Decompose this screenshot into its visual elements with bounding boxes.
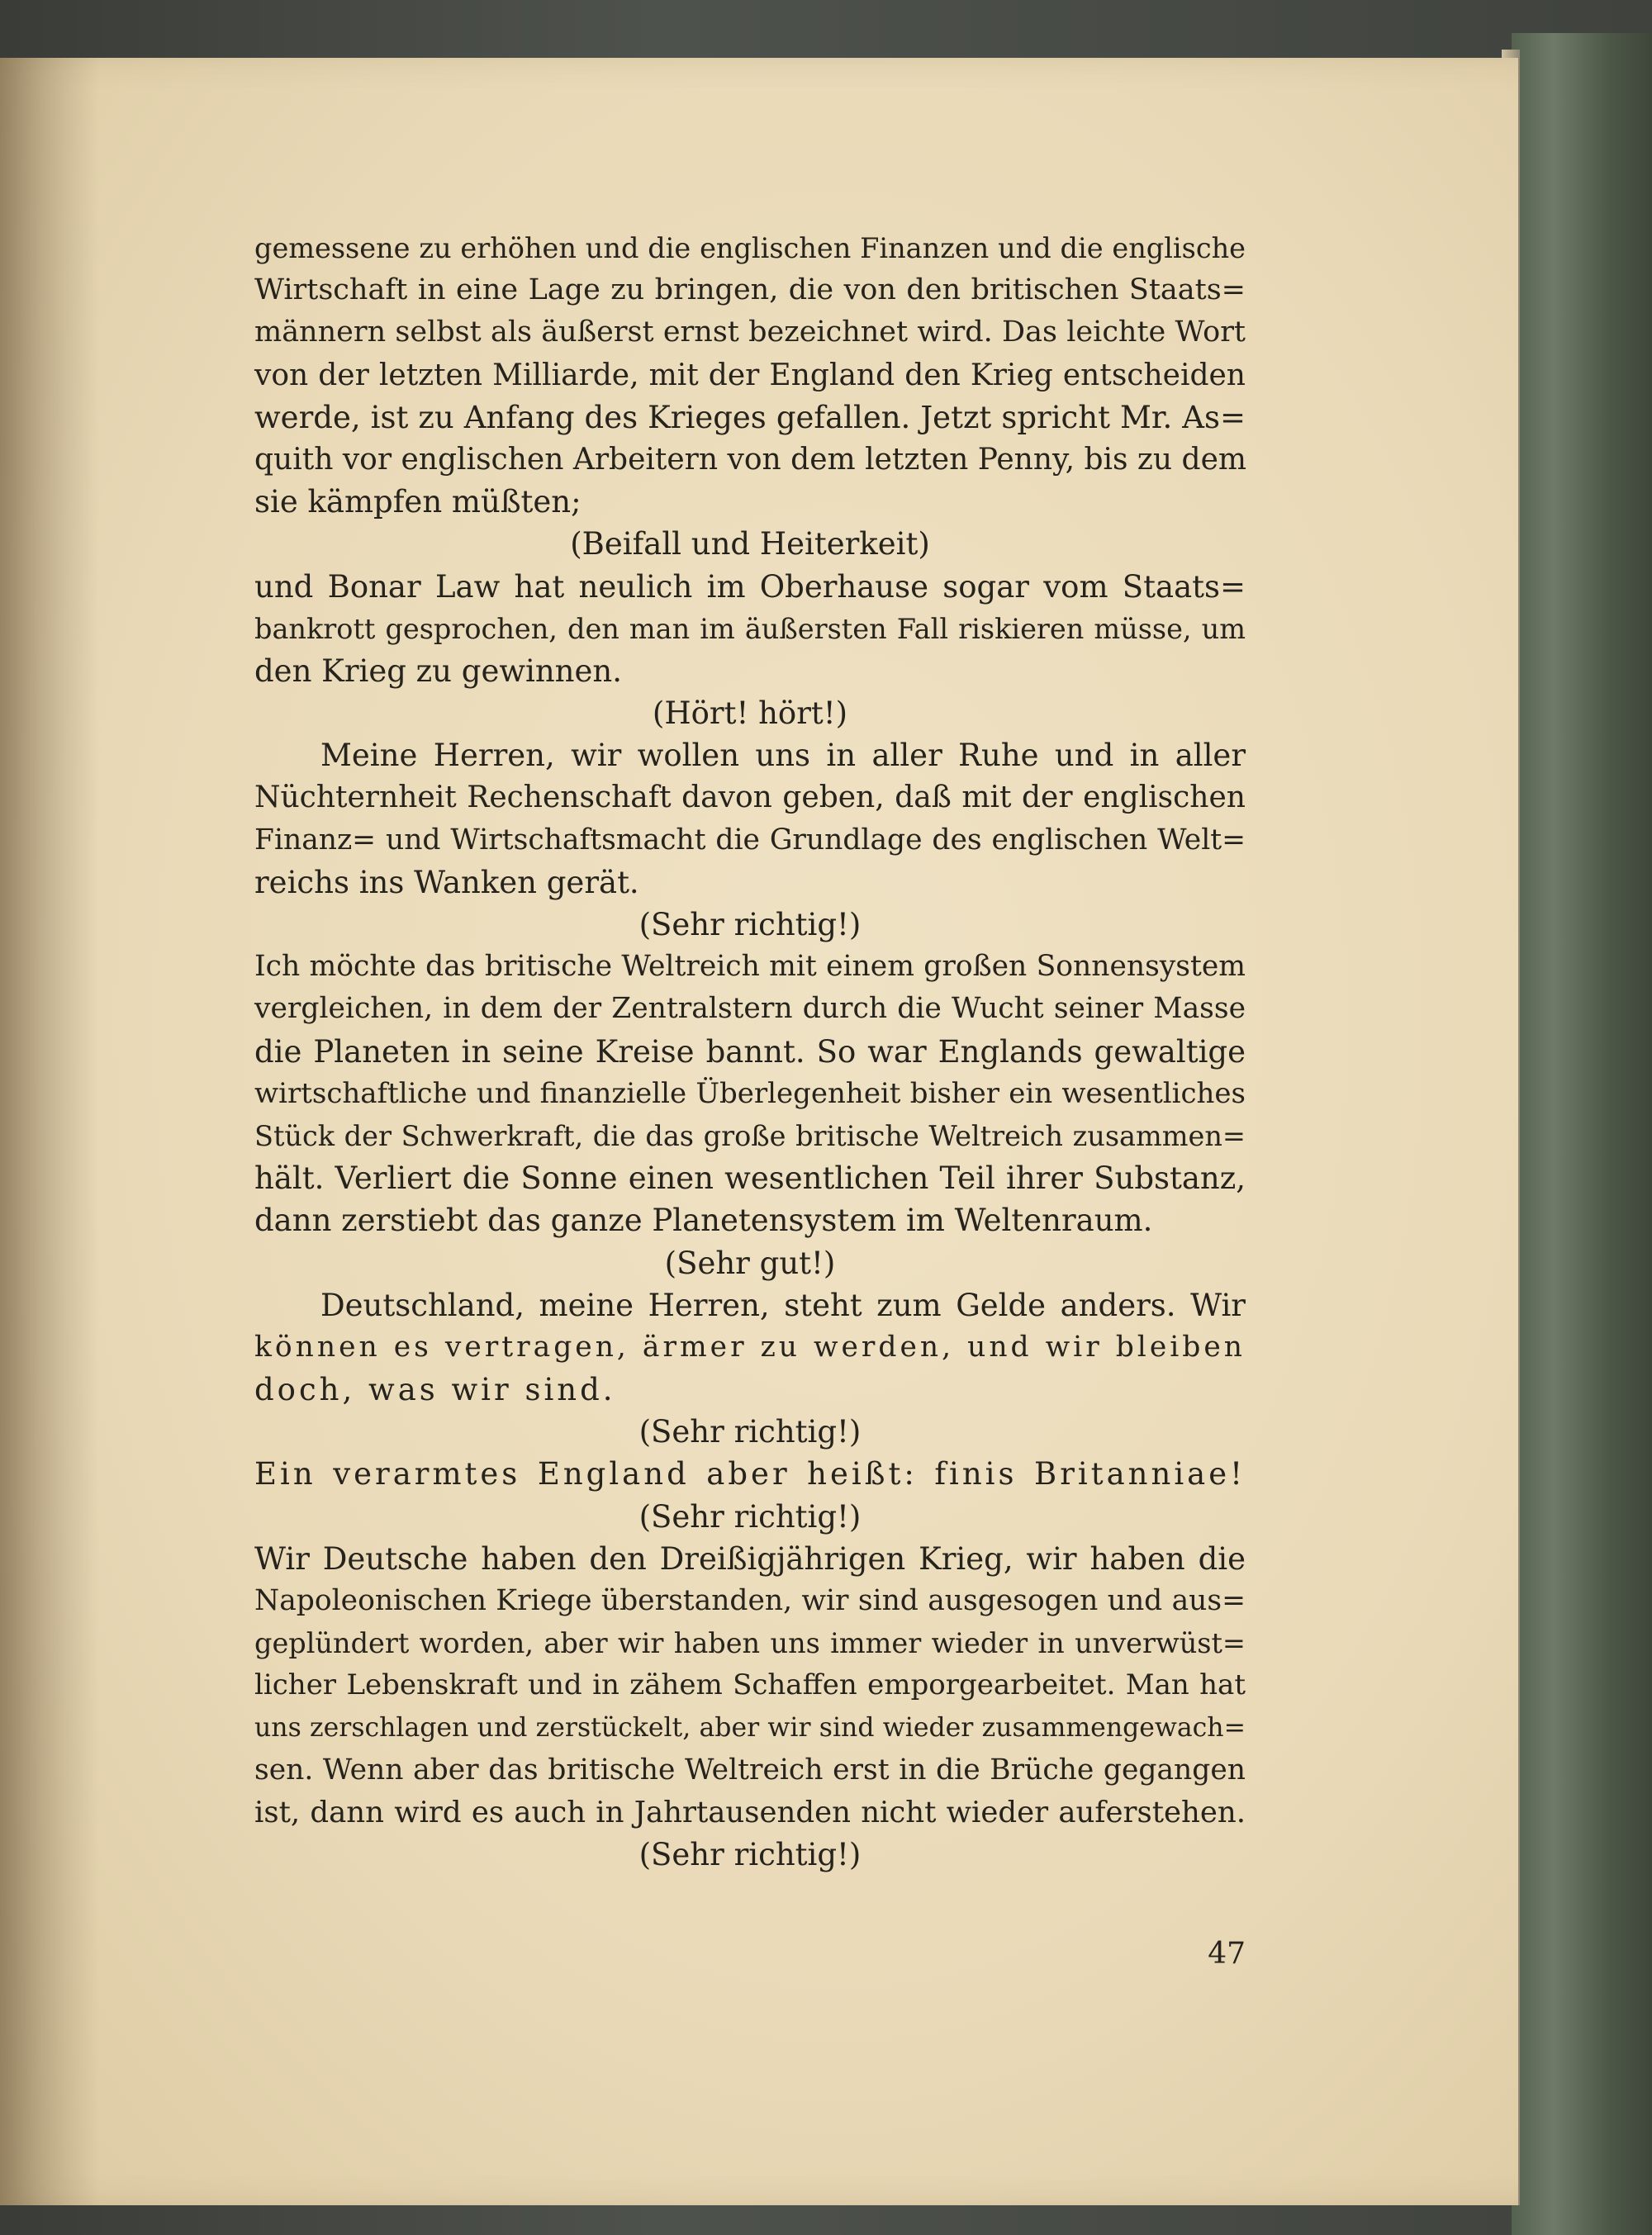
text-line: von der letzten Milliarde, mit der England den Krieg entscheiden [254, 358, 1246, 392]
book-cover-edge [1512, 33, 1652, 2235]
text-line: dann zerstiebt das ganze Planetensystem im Weltenraum. [254, 1203, 1153, 1239]
interjection: (Sehr richtig!) [638, 1414, 862, 1450]
text-line: werde, ist zu Anfang des Krieges gefallen. Jetzt spricht Mr. As= [254, 399, 1246, 435]
interjection: (Sehr richtig!) [638, 1837, 862, 1873]
text-line: und Bonar Law hat neulich im Oberhause sogar vom Staats= [254, 568, 1246, 605]
text-line: die Planeten in seine Kreise bannt. So war Englands gewaltige [254, 1033, 1246, 1070]
text-line: Ich möchte das britische Weltreich mit einem großen Sonnensystem [254, 950, 1246, 984]
text-line: Wirtschaft in eine Lage zu bringen, die von den britischen Staats= [254, 273, 1246, 307]
interjection: (Sehr gut!) [664, 1245, 836, 1281]
text-line: Nüchternheit Rechenschaft davon geben, daß mit der englischen [254, 781, 1246, 815]
text-line: wirtschaftliche und finanzielle Überlegenheit bisher ein wesentliches [254, 1076, 1246, 1110]
text-line: Stück der Schwerkraft, die das große britische Weltreich zusammen= [254, 1119, 1246, 1152]
text-line: licher Lebenskraft und in zähem Schaffen emporgearbeitet. Man hat [254, 1668, 1246, 1702]
interjection: (Sehr richtig!) [638, 1498, 862, 1535]
text-line: den Krieg zu gewinnen. [254, 652, 622, 689]
page-number: 47 [1208, 1937, 1246, 1971]
text-line: bankrott gesprochen, den man im äußersten Fall riskieren müsse, um [254, 612, 1246, 645]
interjection: (Beifall und Heiterkeit) [570, 526, 930, 562]
page-body-text [254, 227, 1246, 1876]
text-line: reichs ins Wanken gerät. [254, 864, 639, 900]
text-line: quith vor englischen Arbeitern von dem letzten Penny, bis zu dem [254, 442, 1247, 477]
text-line: vergleichen, in dem der Zentralstern durch die Wucht seiner Masse [254, 992, 1246, 1026]
text-line: uns zerschlagen und zerstückelt, aber wir sind wieder zusammengewach= [254, 1712, 1246, 1743]
interjection: (Sehr richtig!) [638, 907, 862, 942]
text-line: Meine Herren, wir wollen uns in aller Ruhe und in aller [320, 738, 1246, 774]
text-line: hält. Verliert die Sonne einen wesentlichen Teil ihrer Substanz, [254, 1160, 1246, 1197]
text-line: Wir Deutsche haben den Dreißigjährigen Krieg, wir haben die [254, 1540, 1246, 1577]
text-line: ist, dann wird es auch in Jahrtausenden nicht wieder auferstehen. [254, 1795, 1246, 1829]
text-line: können es vertragen, ärmer zu werden, und wir bleiben [254, 1330, 1246, 1364]
text-line: gemessene zu erhöhen und die englischen Finanzen und die englische [254, 232, 1246, 264]
text-line: Napoleonischen Kriege überstanden, wir sind ausgesogen und aus= [254, 1584, 1246, 1617]
text-line: sie kämpfen müßten; [254, 484, 582, 520]
text-line: sen. Wenn aber das britische Weltreich erst in die Brüche gegangen [254, 1753, 1246, 1787]
text-line: Deutschland, meine Herren, steht zum Gelde anders. Wir [320, 1287, 1246, 1323]
text-line: Ein verarmtes England aber heißt: finis Britanniae! [254, 1456, 1246, 1492]
text-line: männern selbst als äußerst ernst bezeichnet wird. Das leichte Wort [254, 316, 1246, 349]
page-gutter-shadow [0, 58, 99, 2205]
text-line: doch, was wir sind. [254, 1372, 616, 1408]
interjection: (Hört! hört!) [652, 695, 848, 732]
text-line: geplündert worden, aber wir haben uns immer wieder in unverwüst= [254, 1627, 1246, 1660]
text-line: Finanz= und Wirtschaftsmacht die Grundlage des englischen Welt= [254, 823, 1246, 857]
